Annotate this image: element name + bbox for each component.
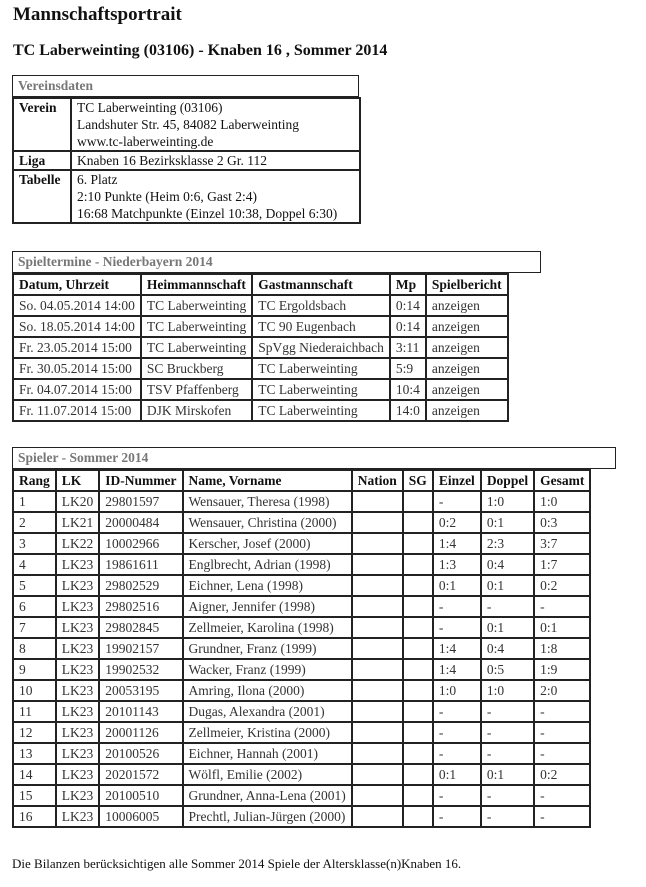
cell-rang: 14 [13,764,56,785]
cell-doppel: - [481,701,534,722]
cell-gesamt: - [534,806,590,827]
cell-lk: LK23 [56,554,100,575]
cell-rang: 2 [13,512,56,533]
cell-name: Prechtl, Julian-Jürgen (2000) [183,806,352,827]
table-row [13,764,590,785]
cell-doppel: 0:1 [481,512,534,533]
table-row [13,785,590,806]
cell-gast: TC 90 Eugenbach [252,316,390,337]
table-row [13,617,590,638]
table-header-row [13,470,590,491]
spieltermine-section [12,251,541,422]
cell-spielbericht[interactable]: anzeigen [426,337,508,358]
cell-rang: 9 [13,659,56,680]
tabelle-value [71,170,360,223]
cell-gesamt: 1:7 [534,554,590,575]
tabelle-label: Tabelle [13,170,71,223]
tabelle-row [13,170,360,223]
cell-spielbericht[interactable]: anzeigen [426,358,508,379]
cell-rang: 10 [13,680,56,701]
cell-id: 29802845 [99,617,182,638]
cell-einzel: 1:4 [433,659,481,680]
page-title: Mannschaftsportrait [13,4,182,25]
table-row [13,316,508,337]
cell-name: Wensauer, Theresa (1998) [183,491,352,512]
cell-einzel: - [433,806,481,827]
cell-lk: LK23 [56,617,100,638]
cell-doppel: 0:1 [481,575,534,596]
cell-mp: 5:9 [390,358,426,379]
cell-gast: TC Laberweinting [252,358,390,379]
spieltermine-table [12,273,509,422]
cell-datum: Fr. 23.05.2014 15:00 [13,337,141,358]
cell-nation [352,512,403,533]
cell-nation [352,596,403,617]
cell-gast: TC Laberweinting [252,400,390,421]
cell-rang: 3 [13,533,56,554]
cell-lk: LK23 [56,701,100,722]
cell-gesamt: 1:8 [534,638,590,659]
cell-nation [352,722,403,743]
cell-einzel: - [433,617,481,638]
table-row [13,806,590,827]
cell-nation [352,743,403,764]
cell-id: 19861611 [99,554,182,575]
cell-nation [352,701,403,722]
column-header-nation: Nation [352,470,403,491]
vereinsdaten-section [12,75,359,224]
cell-lk: LK23 [56,785,100,806]
cell-id: 20100510 [99,785,182,806]
cell-id: 10006005 [99,806,182,827]
cell-gesamt: 2:0 [534,680,590,701]
cell-id: 20053195 [99,680,182,701]
cell-heim: TC Laberweinting [141,337,252,358]
cell-einzel: - [433,701,481,722]
column-header-mp: Mp [390,274,426,295]
cell-nation [352,638,403,659]
cell-name: Grundner, Franz (1999) [183,638,352,659]
cell-gesamt: 0:3 [534,512,590,533]
cell-rang: 5 [13,575,56,596]
column-header-heim: Heimmannschaft [141,274,252,295]
cell-datum: Fr. 30.05.2014 15:00 [13,358,141,379]
cell-gesamt: - [534,722,590,743]
liga-row [13,151,360,170]
cell-id: 20001126 [99,722,182,743]
cell-name: Amring, Ilona (2000) [183,680,352,701]
cell-einzel: - [433,722,481,743]
cell-rang: 11 [13,701,56,722]
cell-rang: 8 [13,638,56,659]
cell-einzel: 0:1 [433,575,481,596]
cell-heim: TC Laberweinting [141,295,252,316]
page-subtitle: TC Laberweinting (03106) - Knaben 16 , Sommer 2014 [13,42,388,59]
column-header-sg: SG [403,470,433,491]
cell-lk: LK23 [56,743,100,764]
cell-sg [403,806,433,827]
cell-doppel: 1:0 [481,491,534,512]
cell-sg [403,638,433,659]
cell-sg [403,491,433,512]
column-header-doppel: Doppel [481,470,534,491]
cell-heim: TC Laberweinting [141,316,252,337]
column-header-gesamt: Gesamt [534,470,590,491]
cell-rang: 15 [13,785,56,806]
cell-lk: LK20 [56,491,100,512]
cell-lk: LK23 [56,722,100,743]
cell-name: Englbrecht, Adrian (1998) [183,554,352,575]
cell-einzel: - [433,491,481,512]
cell-spielbericht[interactable]: anzeigen [426,379,508,400]
cell-gast: TC Ergoldsbach [252,295,390,316]
table-row [13,575,590,596]
cell-name: Eichner, Lena (1998) [183,575,352,596]
cell-nation [352,806,403,827]
cell-sg [403,554,433,575]
cell-spielbericht[interactable]: anzeigen [426,316,508,337]
cell-lk: LK23 [56,806,100,827]
cell-gesamt: - [534,743,590,764]
cell-name: Zellmeier, Karolina (1998) [183,617,352,638]
cell-nation [352,533,403,554]
cell-nation [352,554,403,575]
column-header-rang: Rang [13,470,56,491]
cell-datum: Fr. 04.07.2014 15:00 [13,379,141,400]
cell-nation [352,785,403,806]
tabelle-platz: 6. Platz [77,172,118,187]
cell-einzel: - [433,785,481,806]
cell-id: 20100526 [99,743,182,764]
cell-nation [352,680,403,701]
table-row [13,337,508,358]
cell-sg [403,533,433,554]
cell-datum: Fr. 11.07.2014 15:00 [13,400,141,421]
cell-einzel: 1:3 [433,554,481,575]
cell-name: Grundner, Anna-Lena (2001) [183,785,352,806]
tabelle-matchpunkte: 16:68 Matchpunkte (Einzel 10:38, Doppel 6:30) [77,206,338,221]
cell-sg [403,722,433,743]
cell-doppel: - [481,743,534,764]
cell-id: 10002966 [99,533,182,554]
cell-sg [403,659,433,680]
table-row [13,533,590,554]
cell-mp: 14:0 [390,400,426,421]
cell-id: 20201572 [99,764,182,785]
cell-name: Wacker, Franz (1999) [183,659,352,680]
cell-lk: LK23 [56,575,100,596]
column-header-datum: Datum, Uhrzeit [13,274,141,295]
cell-name: Zellmeier, Kristina (2000) [183,722,352,743]
table-row [13,554,590,575]
cell-einzel: 1:4 [433,533,481,554]
table-row [13,722,590,743]
cell-sg [403,617,433,638]
column-header-id: ID-Nummer [99,470,182,491]
cell-gesamt: 0:2 [534,575,590,596]
table-row [13,400,508,421]
vereinsdaten-caption: Vereinsdaten [12,75,359,97]
table-row [13,358,508,379]
column-header-einzel: Einzel [433,470,481,491]
cell-name: Wölfl, Emilie (2002) [183,764,352,785]
cell-rang: 1 [13,491,56,512]
cell-heim: TSV Pfaffenberg [141,379,252,400]
footer-note: Die Bilanzen berücksichtigen alle Sommer 2014 Spiele der Altersklasse(n)Knaben 16. [12,856,462,871]
cell-gesamt: 1:9 [534,659,590,680]
cell-doppel: - [481,722,534,743]
spieler-caption: Spieler - Sommer 2014 [12,447,616,469]
cell-sg [403,512,433,533]
cell-id: 20101143 [99,701,182,722]
cell-gast: SpVgg Niederaichbach [252,337,390,358]
cell-doppel: - [481,785,534,806]
cell-rang: 12 [13,722,56,743]
cell-id: 19902157 [99,638,182,659]
cell-gesamt: - [534,701,590,722]
cell-doppel: - [481,596,534,617]
table-row [13,743,590,764]
verein-name: TC Laberweinting (03106) [77,100,223,115]
cell-nation [352,659,403,680]
cell-einzel: 1:4 [433,638,481,659]
cell-sg [403,575,433,596]
cell-sg [403,680,433,701]
cell-lk: LK23 [56,659,100,680]
cell-lk: LK23 [56,764,100,785]
table-row [13,512,590,533]
cell-sg [403,596,433,617]
cell-spielbericht[interactable]: anzeigen [426,295,508,316]
cell-einzel: - [433,596,481,617]
spieltermine-caption: Spieltermine - Niederbayern 2014 [12,251,541,273]
verein-value [71,98,360,151]
cell-doppel: 2:3 [481,533,534,554]
verein-website: www.tc-laberweinting.de [77,134,214,149]
cell-id: 29801597 [99,491,182,512]
column-header-lk: LK [56,470,100,491]
liga-label: Liga [13,151,71,170]
cell-rang: 7 [13,617,56,638]
cell-id: 19902532 [99,659,182,680]
table-row [13,680,590,701]
cell-heim: SC Bruckberg [141,358,252,379]
cell-mp: 0:14 [390,295,426,316]
cell-name: Wensauer, Christina (2000) [183,512,352,533]
cell-sg [403,764,433,785]
cell-lk: LK21 [56,512,100,533]
cell-gast: TC Laberweinting [252,379,390,400]
cell-datum: So. 18.05.2014 14:00 [13,316,141,337]
cell-lk: LK23 [56,680,100,701]
cell-doppel: 0:4 [481,554,534,575]
cell-doppel: - [481,806,534,827]
cell-name: Eichner, Hannah (2001) [183,743,352,764]
cell-nation [352,575,403,596]
cell-gesamt: 0:2 [534,764,590,785]
table-header-row [13,274,508,295]
cell-gesamt: 1:0 [534,491,590,512]
verein-row [13,98,360,151]
cell-rang: 4 [13,554,56,575]
liga-value: Knaben 16 Bezirksklasse 2 Gr. 112 [71,151,360,170]
cell-mp: 0:14 [390,316,426,337]
column-header-spielbericht: Spielbericht [426,274,508,295]
cell-name: Aigner, Jennifer (1998) [183,596,352,617]
table-row [13,596,590,617]
verein-label: Verein [13,98,71,151]
cell-einzel: 0:2 [433,512,481,533]
cell-lk: LK22 [56,533,100,554]
cell-einzel: - [433,743,481,764]
table-row [13,701,590,722]
table-row [13,491,590,512]
cell-datum: So. 04.05.2014 14:00 [13,295,141,316]
tabelle-punkte: 2:10 Punkte (Heim 0:6, Gast 2:4) [77,189,257,204]
cell-rang: 6 [13,596,56,617]
cell-sg [403,701,433,722]
table-row [13,379,508,400]
cell-mp: 10:4 [390,379,426,400]
cell-doppel: 0:1 [481,764,534,785]
cell-doppel: 0:1 [481,617,534,638]
cell-id: 29802516 [99,596,182,617]
cell-sg [403,743,433,764]
cell-gesamt: 0:1 [534,617,590,638]
cell-id: 20000484 [99,512,182,533]
cell-mp: 3:11 [390,337,426,358]
cell-doppel: 0:5 [481,659,534,680]
cell-nation [352,764,403,785]
cell-lk: LK23 [56,638,100,659]
cell-einzel: 0:1 [433,764,481,785]
cell-name: Kerscher, Josef (2000) [183,533,352,554]
cell-spielbericht[interactable]: anzeigen [426,400,508,421]
cell-sg [403,785,433,806]
cell-einzel: 1:0 [433,680,481,701]
table-row [13,659,590,680]
column-header-gast: Gastmannschaft [252,274,390,295]
cell-id: 29802529 [99,575,182,596]
cell-gesamt: 3:7 [534,533,590,554]
table-row [13,638,590,659]
table-row [13,295,508,316]
cell-nation [352,617,403,638]
cell-doppel: 1:0 [481,680,534,701]
cell-name: Dugas, Alexandra (2001) [183,701,352,722]
cell-gesamt: - [534,596,590,617]
cell-heim: DJK Mirskofen [141,400,252,421]
spieler-table [12,469,591,828]
cell-gesamt: - [534,785,590,806]
verein-address: Landshuter Str. 45, 84082 Laberweinting [77,117,299,132]
cell-rang: 13 [13,743,56,764]
spieler-section [12,447,616,828]
cell-rang: 16 [13,806,56,827]
cell-nation [352,491,403,512]
cell-doppel: 0:4 [481,638,534,659]
vereinsdaten-table [12,97,361,224]
cell-lk: LK23 [56,596,100,617]
column-header-name: Name, Vorname [183,470,352,491]
